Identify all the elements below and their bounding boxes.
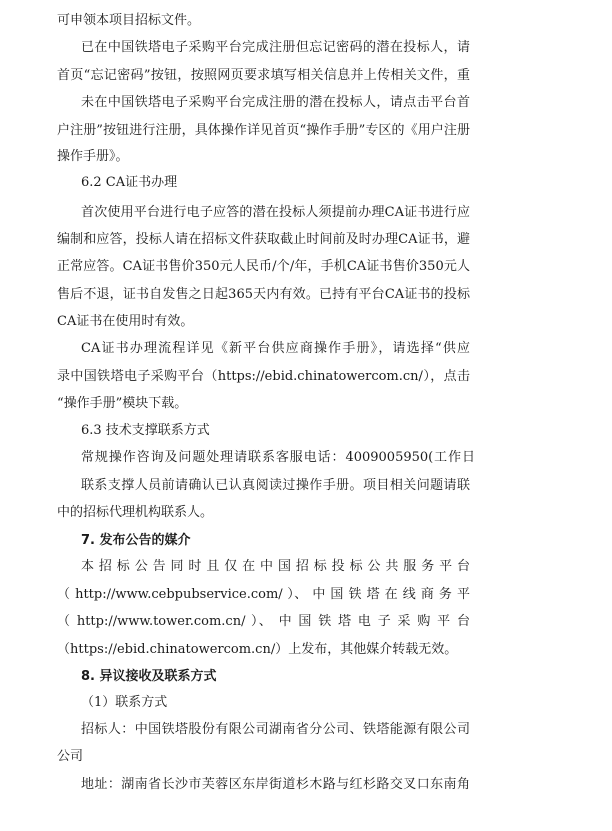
section-heading-6-2: 6.2 CA证书办理 — [81, 175, 178, 190]
paragraph-line: 招标人：中国铁塔股份有限公司湖南省分公司、铁塔能源有限公司 — [81, 722, 470, 737]
paragraph-line: “操作手册”模块下载。 — [57, 396, 188, 411]
section-heading-8: 8. 异议接收及联系方式 — [81, 669, 217, 684]
paragraph-line: CA证书在使用时有效。 — [57, 314, 194, 329]
paragraph-line: 正常应答。CA证书售价350元人民币/个/年，手机CA证书售价350元人 — [57, 259, 470, 274]
paragraph-line: 操作手册》。 — [57, 149, 129, 164]
paragraph-line: 户注册”按钮进行注册，具体操作详见首页“操作手册”专区的《用户注册 — [57, 123, 470, 138]
paragraph-line: 未在中国铁塔电子采购平台完成注册的潜在投标人，请点击平台首 — [81, 95, 470, 110]
paragraph-line: 录中国铁塔电子采购平台（https://ebid.chinatowercom.cn/），点击 — [57, 369, 470, 384]
paragraph-line: （ http://www.cebpubservice.com/ ）、 中 国 铁 塔 在 线 商 务 平 — [57, 587, 470, 602]
paragraph-line: CA证书办理流程详见《新平台供应商操作手册》，请选择“供应 — [81, 341, 470, 356]
paragraph-line: 售后不退，证书自发售之日起365天内有效。已持有平台CA证书的投标 — [57, 287, 470, 302]
paragraph-line: 中的招标代理机构联系人。 — [57, 505, 214, 520]
paragraph-line: 地址：湖南省长沙市芙蓉区东岸街道杉木路与红杉路交叉口东南角 — [81, 777, 470, 792]
subsection-heading: （1）联系方式 — [81, 695, 168, 710]
section-heading-7: 7. 发布公告的媒介 — [81, 533, 191, 548]
paragraph-line: 联系支撑人员前请确认已认真阅读过操作手册。项目相关问题请联 — [81, 478, 470, 493]
paragraph-line: （https://ebid.chinatowercom.cn/）上发布，其他媒介转载无效。 — [57, 642, 458, 657]
paragraph-line: 公司 — [57, 749, 84, 764]
paragraph-line: 可申领本项目招标文件。 — [57, 13, 201, 28]
paragraph-line: 编制和应答，投标人请在招标文件获取截止时间前及时办理CA证书，避 — [57, 232, 470, 247]
paragraph-line: 首次使用平台进行电子应答的潜在投标人须提前办理CA证书进行应 — [81, 205, 470, 220]
paragraph-line: 常规操作咨询及问题处理请联系客服电话：4009005950(工作日 — [81, 450, 475, 465]
paragraph-line: 首页“忘记密码”按钮，按照网页要求填写相关信息并上传相关文件，重 — [57, 68, 470, 83]
paragraph-line: 本 招 标 公 告 同 时 且 仅 在 中 国 招 标 投 标 公 共 服 务 平 台 — [81, 559, 470, 574]
section-heading-6-3: 6.3 技术支撑联系方式 — [81, 423, 210, 438]
paragraph-line: 已在中国铁塔电子采购平台完成注册但忘记密码的潜在投标人，请 — [81, 40, 470, 55]
paragraph-line: （ http://www.tower.com.cn/ ）、 中 国 铁 塔 电 子 采 购 平 台 — [57, 614, 470, 629]
